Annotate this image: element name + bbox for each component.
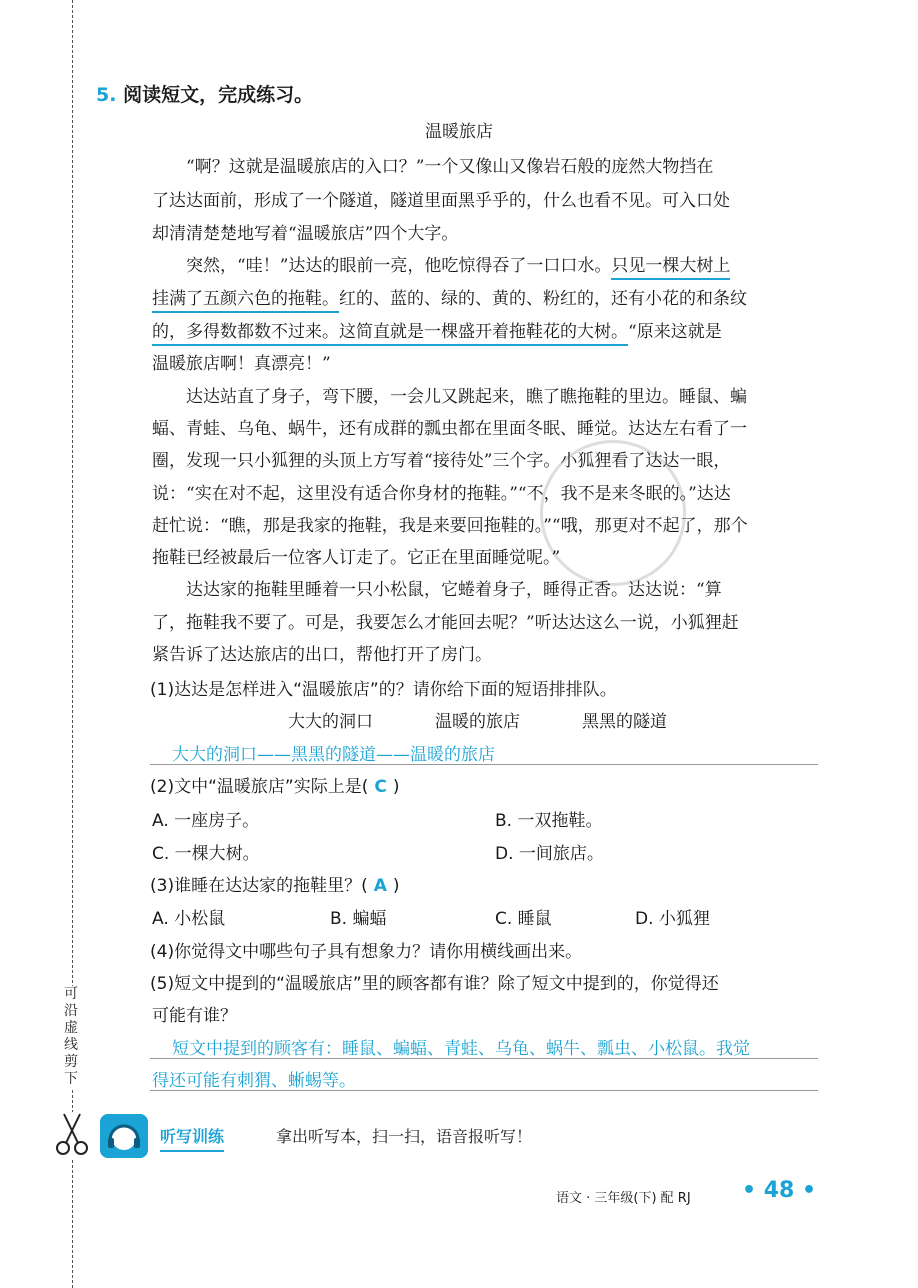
q3-answer: A bbox=[373, 876, 387, 896]
q1-phrase: 温暖的旅店 bbox=[435, 712, 520, 732]
answer-line bbox=[150, 1058, 818, 1059]
answer-line bbox=[150, 764, 818, 765]
story-line: 却清清楚楚地写着“温暖旅店”四个大字。 bbox=[152, 224, 459, 244]
story-line: 达达站直了身子，弯下腰，一会儿又跳起来，瞧了瞧拖鞋的里边。睡鼠、蝙 bbox=[186, 387, 747, 407]
q2-prompt bbox=[150, 772, 399, 797]
q1-phrase: 黑黑的隧道 bbox=[582, 712, 667, 732]
q1-answer: 大大的洞口——黑黑的隧道——温暖的旅店 bbox=[172, 745, 495, 765]
q5-answer: 得还可能有刺猬、蜥蜴等。 bbox=[152, 1071, 356, 1091]
story-line: 紧告诉了达达旅店的出口，帮他打开了房门。 bbox=[152, 645, 492, 665]
story-line: 圈，发现一只小狐狸的头顶上方写着“接待处”三个字。小狐狸看了达达一眼， bbox=[152, 451, 731, 471]
cut-guide-text: 可沿虚线剪下 bbox=[60, 986, 82, 1088]
q4-prompt: (4)你觉得文中哪些句子具有想象力？请你用横线画出来。 bbox=[150, 942, 583, 962]
q3-option: D. 小狐狸 bbox=[635, 909, 710, 929]
underlined-sentence: 这简直就是一棵盛开着拖鞋花的大树。 bbox=[339, 322, 628, 346]
scissors-icon bbox=[52, 1112, 92, 1158]
underlined-sentence: 挂满了五颜六色的拖鞋。 bbox=[152, 289, 339, 313]
q2-option: D. 一间旅店。 bbox=[495, 844, 604, 864]
cut-guide-line bbox=[72, 0, 73, 1288]
q2-option: B. 一双拖鞋。 bbox=[495, 811, 603, 831]
question-title: 阅读短文，完成练习。 bbox=[123, 84, 314, 106]
story-line: “啊？这就是温暖旅店的入口？”一个又像山又像岩石般的庞然大物挡在 bbox=[186, 157, 714, 177]
story-text: “原来这就是 bbox=[628, 322, 722, 342]
q5-prompt-cont: 可能有谁？ bbox=[152, 1006, 237, 1026]
q5-answer: 短文中提到的顾客有：睡鼠、蝙蝠、青蛙、乌龟、蜗牛、瓢虫、小松鼠。我觉 bbox=[172, 1039, 750, 1059]
q3-prompt bbox=[150, 871, 400, 896]
q3-option: C. 睡鼠 bbox=[495, 909, 552, 929]
underlined-sentence: 的，多得数都数不过来。 bbox=[152, 322, 339, 346]
q1-phrase: 大大的洞口 bbox=[288, 712, 373, 732]
footer-subject: 语文 · 三年级(下) 配 RJ bbox=[556, 1191, 691, 1206]
story-line: 了达达面前，形成了一个隧道，隧道里面黑乎乎的，什么也看不见。可入口处 bbox=[152, 191, 730, 211]
q2-prompt-text: (2)文中“温暖旅店”实际上是( bbox=[150, 777, 369, 797]
story-line: 拖鞋已经被最后一位客人订走了。它正在里面睡觉呢。” bbox=[152, 548, 561, 568]
q3-option: B. 蝙蝠 bbox=[330, 909, 387, 929]
q3-prompt-close: ) bbox=[392, 876, 400, 896]
story-text: 突然，“哇！”达达的眼前一亮，他吃惊得吞了一口口水。 bbox=[186, 256, 612, 276]
story-line bbox=[186, 251, 730, 276]
story-line: 蝠、青蛙、乌龟、蜗牛，还有成群的瓢虫都在里面冬眠、睡觉。达达左右看了一 bbox=[152, 419, 747, 439]
question-heading bbox=[96, 80, 313, 107]
story-line: 温暖旅店啊！真漂亮！” bbox=[152, 354, 331, 374]
question-number: 5. bbox=[96, 84, 117, 106]
q3-prompt-text: (3)谁睡在达达家的拖鞋里？( bbox=[150, 876, 368, 896]
story-line bbox=[152, 284, 747, 309]
story-line bbox=[152, 317, 722, 342]
answer-line bbox=[150, 1090, 818, 1091]
q3-option: A. 小松鼠 bbox=[152, 909, 226, 929]
headphones-icon bbox=[100, 1114, 148, 1158]
q1-prompt: (1)达达是怎样进入“温暖旅店”的？请你给下面的短语排排队。 bbox=[150, 680, 617, 700]
q2-prompt-close: ) bbox=[392, 777, 400, 797]
story-line: 了，拖鞋我不要了。可是，我要怎么才能回去呢？”听达达这么一说，小狐狸赶 bbox=[152, 613, 739, 633]
story-title: 温暖旅店 bbox=[425, 122, 493, 142]
listening-text: 拿出听写本，扫一扫，语音报听写！ bbox=[276, 1127, 533, 1146]
listening-label: 听写训练 bbox=[160, 1124, 224, 1152]
story-line: 赶忙说：“瞧，那是我家的拖鞋，我是来要回拖鞋的。”“哦，那更对不起了，那个 bbox=[152, 516, 748, 536]
q2-option: C. 一棵大树。 bbox=[152, 844, 260, 864]
story-text: 红的、蓝的、绿的、黄的、粉红的，还有小花的和条纹 bbox=[339, 289, 747, 309]
q5-prompt: (5)短文中提到的“温暖旅店”里的顾客都有谁？除了短文中提到的，你觉得还 bbox=[150, 974, 719, 994]
q2-option: A. 一座房子。 bbox=[152, 811, 260, 831]
page-number: • 48 • bbox=[742, 1178, 817, 1203]
story-line: 达达家的拖鞋里睡着一只小松鼠，它蜷着身子，睡得正香。达达说：“算 bbox=[186, 580, 722, 600]
q2-answer: C bbox=[374, 777, 387, 797]
story-line: 说：“实在对不起，这里没有适合你身材的拖鞋。”“不，我不是来冬眠的。”达达 bbox=[152, 484, 731, 504]
underlined-sentence: 只见一棵大树上 bbox=[611, 256, 730, 280]
